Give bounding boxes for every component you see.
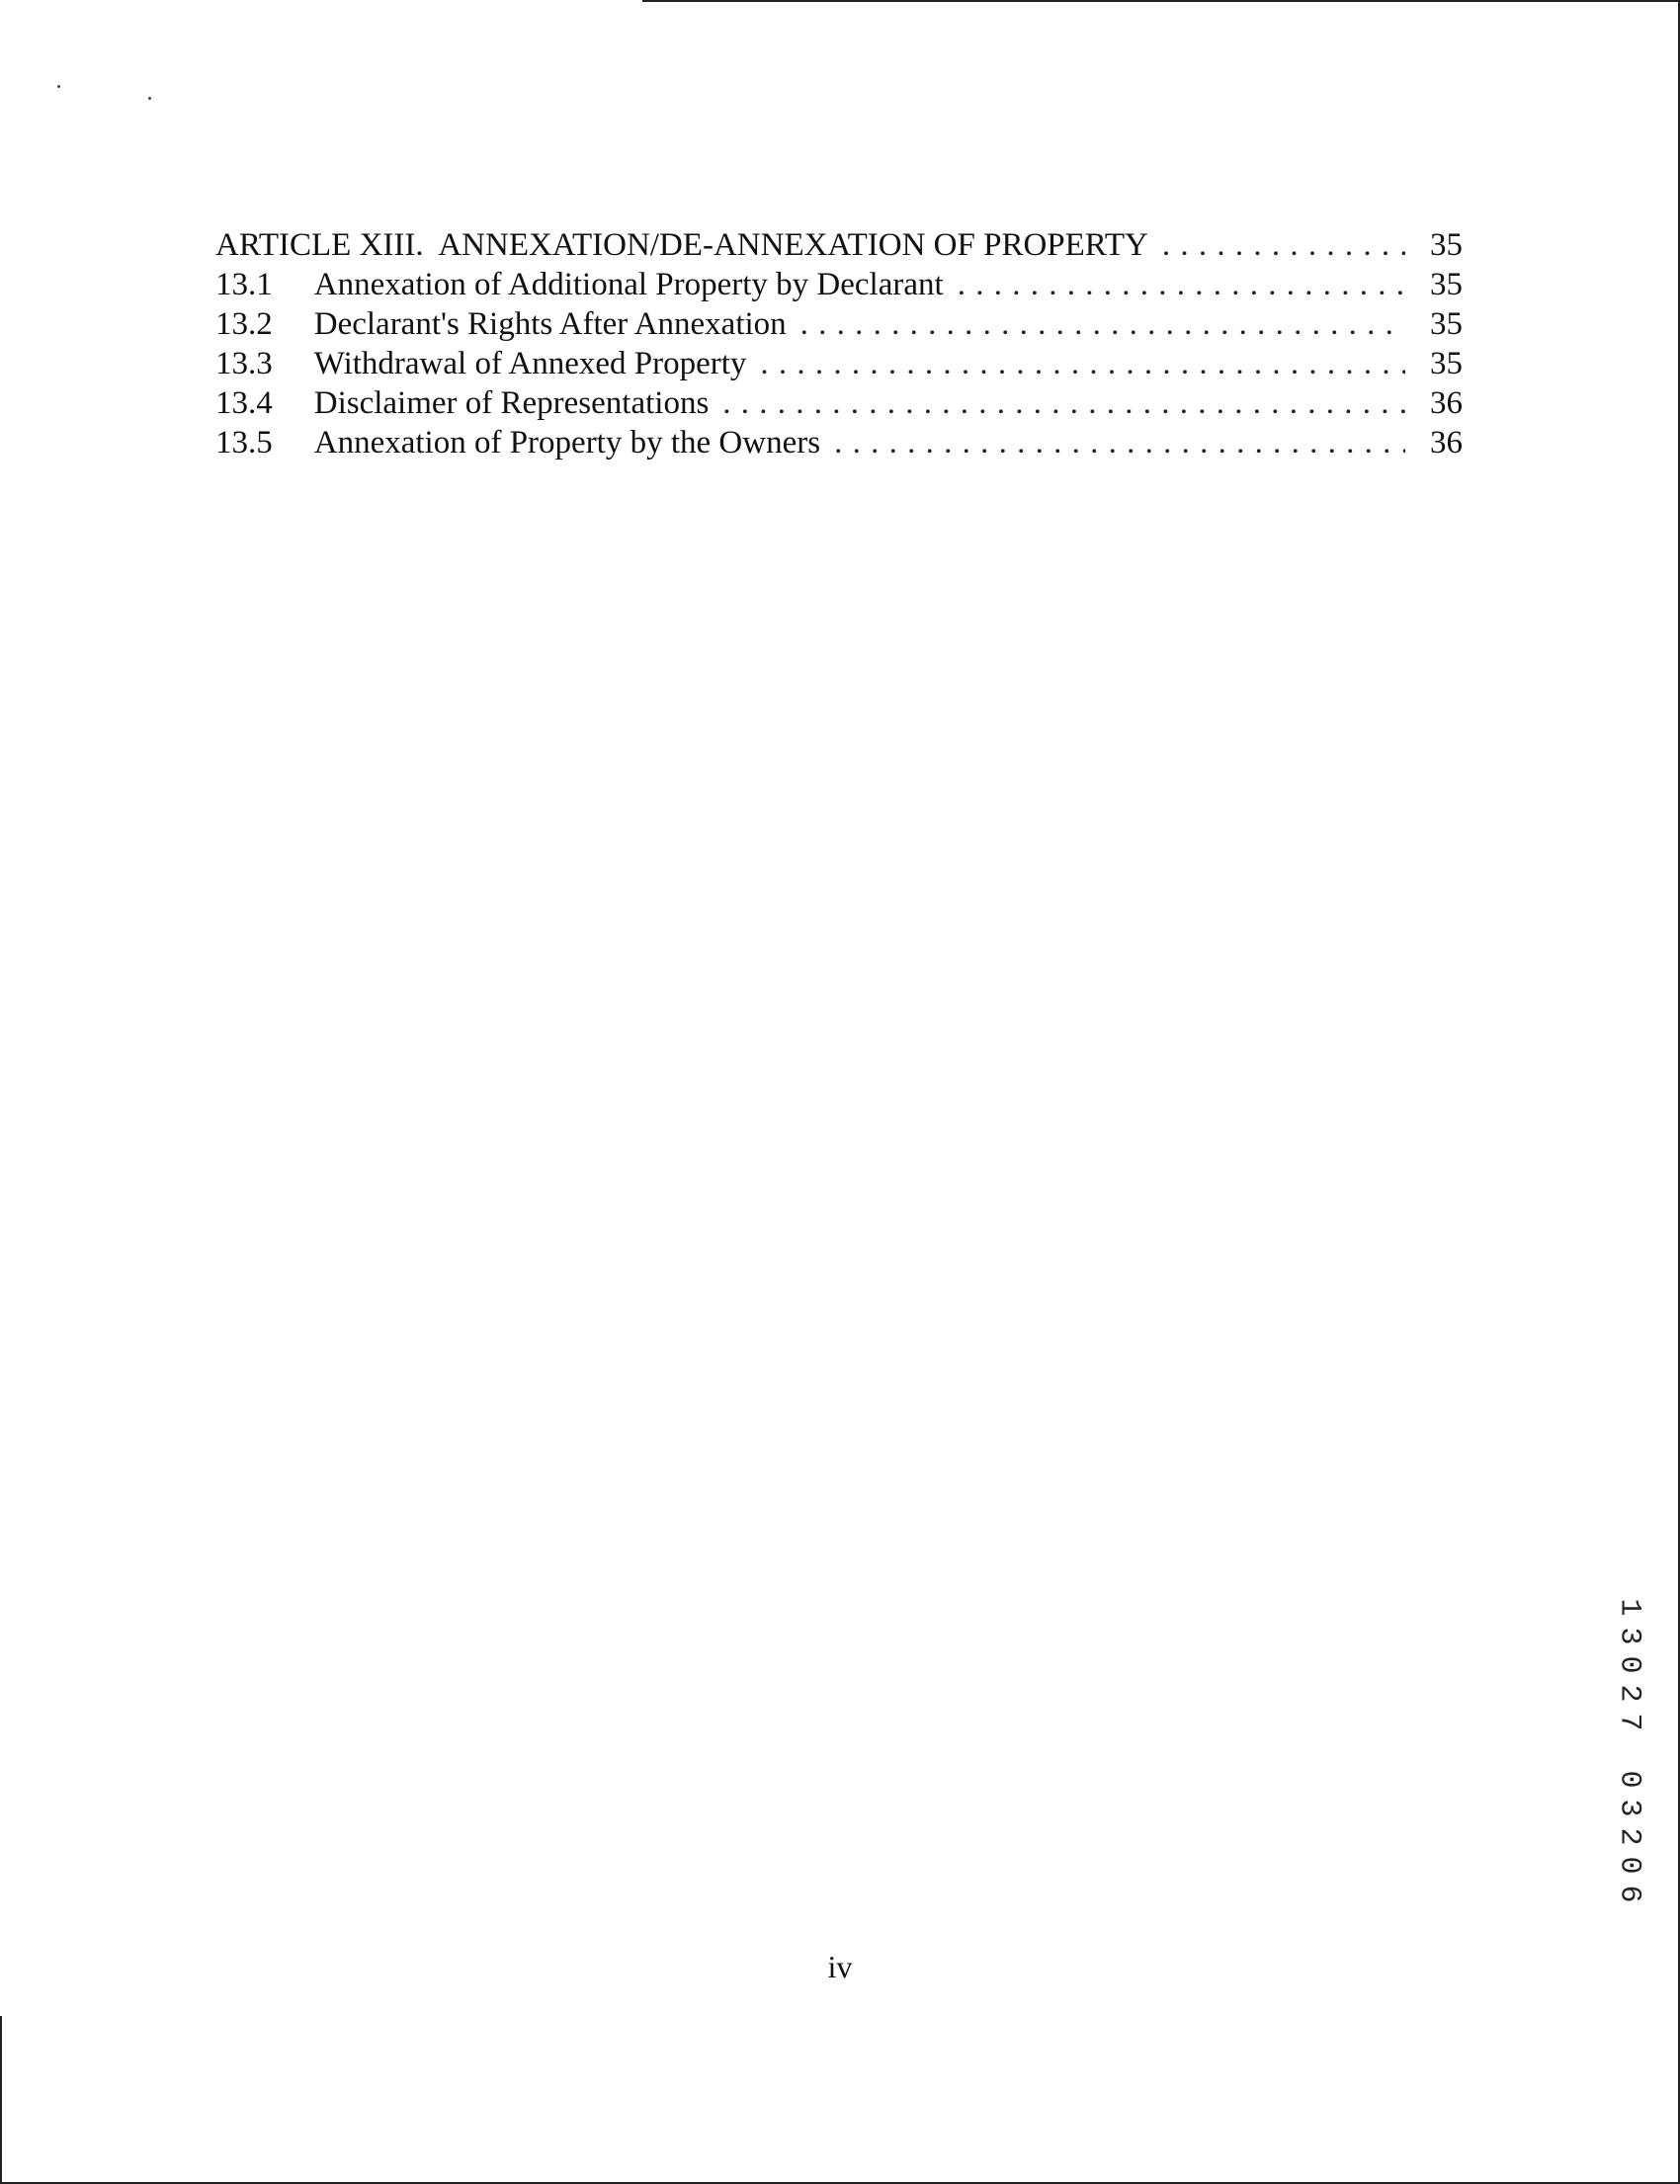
- stamp-char: 0: [1612, 1770, 1646, 1789]
- toc-section-title: Disclaimer of Representations: [313, 385, 710, 421]
- toc-section-row: [215, 265, 1463, 304]
- scan-border-left: [0, 2016, 2, 2184]
- scan-border-top: [642, 0, 1680, 2]
- stamp-char: 3: [1612, 1799, 1646, 1817]
- toc-article-title: ANNEXATION/DE-ANNEXATION OF PROPERTY: [438, 227, 1148, 263]
- toc-section-number: 13.5: [215, 425, 273, 461]
- toc-leader-dots: [834, 423, 1405, 462]
- stamp-char: 7: [1612, 1713, 1646, 1731]
- stamp-char: 2: [1612, 1827, 1646, 1846]
- toc-section-number: 13.4: [215, 385, 273, 421]
- toc-article-heading: [215, 225, 1162, 265]
- toc-leader-dots: [800, 304, 1405, 344]
- stamp-char: 0: [1612, 1655, 1646, 1674]
- toc-page-number: 35: [1430, 346, 1463, 381]
- toc-article-label: ARTICLE XIII.: [215, 227, 424, 263]
- scan-speck: [148, 97, 151, 100]
- toc-leader-dots: [760, 344, 1405, 383]
- toc-section-number: 13.2: [215, 306, 273, 342]
- stamp-char: 6: [1612, 1885, 1646, 1903]
- toc-page-number: 35: [1430, 227, 1463, 263]
- toc-leader-dots: [1162, 225, 1405, 265]
- toc-leader-dots: [722, 383, 1405, 423]
- toc-section-title: Annexation of Property by the Owners: [313, 425, 821, 461]
- toc-leader-dots: [958, 265, 1405, 304]
- toc-section-row: [215, 383, 1463, 423]
- toc-section-row: [215, 304, 1463, 344]
- toc-page-number: 36: [1430, 425, 1463, 461]
- toc-section-number: 13.1: [215, 267, 273, 302]
- toc-section-title: Annexation of Additional Property by Declarant: [313, 267, 944, 302]
- toc-section-title: Withdrawal of Annexed Property: [313, 346, 747, 381]
- scan-speck: [57, 85, 60, 88]
- stamp-char: 1: [1612, 1598, 1646, 1617]
- stamp-char: 0: [1612, 1856, 1646, 1875]
- toc-page-number: 35: [1430, 306, 1463, 342]
- table-of-contents: [215, 225, 1463, 462]
- toc-section-row: [215, 423, 1463, 462]
- document-stamp-code: [1609, 1593, 1648, 1908]
- toc-article-row: [215, 225, 1463, 265]
- toc-section-row: [215, 344, 1463, 383]
- stamp-char: 3: [1612, 1627, 1646, 1645]
- toc-page-number: 35: [1430, 267, 1463, 302]
- toc-section-number: 13.3: [215, 346, 273, 381]
- toc-page-number: 36: [1430, 385, 1463, 421]
- stamp-char: 2: [1612, 1684, 1646, 1703]
- page-number: iv: [827, 1949, 853, 1984]
- toc-section-title: Declarant's Rights After Annexation: [313, 306, 787, 342]
